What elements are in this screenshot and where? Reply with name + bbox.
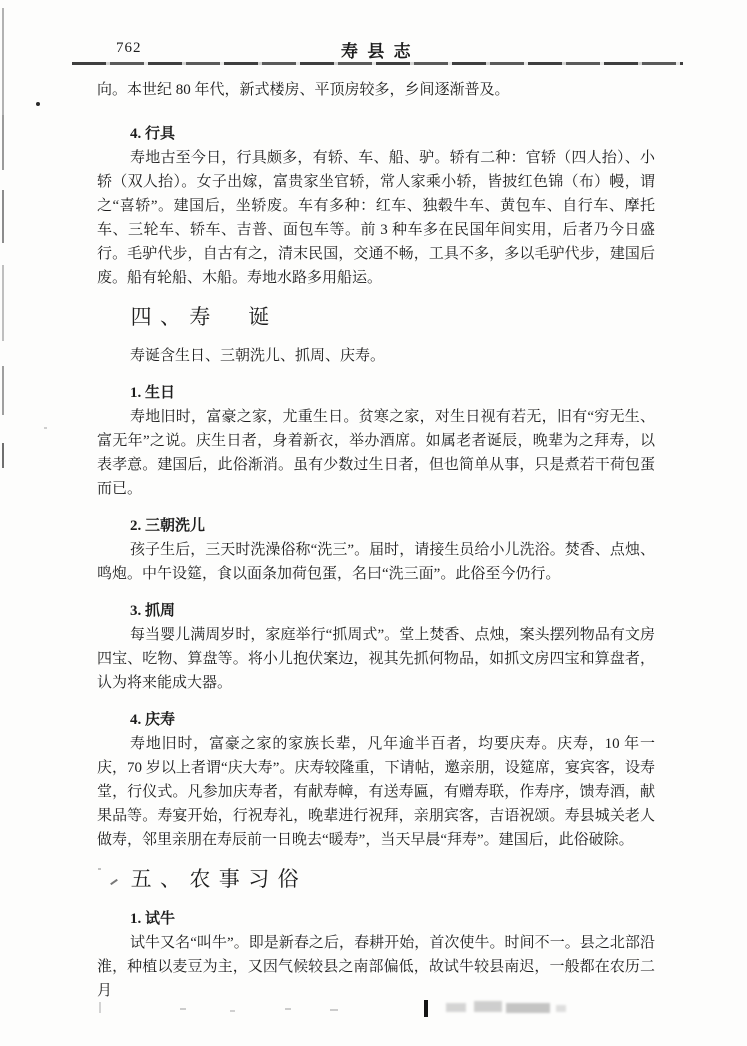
page-edge-artifact <box>2 8 4 120</box>
ink-speck <box>285 1008 291 1010</box>
ink-speck <box>180 1008 186 1010</box>
paragraph: 寿诞含生日、三朝洗儿、抓周、庆寿。 <box>130 348 386 364</box>
ink-speck <box>330 1009 338 1011</box>
scan-smudge <box>506 1003 550 1013</box>
sub-heading: 1. 生日 <box>130 385 176 401</box>
ink-speck <box>44 427 47 429</box>
book-title: 寿县志 <box>340 42 421 61</box>
paragraph: 孩子生后，三天时洗澡俗称“洗三”。届时，请接生员给小儿洗浴。焚香、点烛、鸣炮。中午设筵，食以面条加荷包蛋，名曰“洗三面”。此俗至今仍行。 <box>97 542 655 582</box>
sub-heading: 2. 三朝洗儿 <box>130 518 206 534</box>
section-heading: 四、寿 诞 <box>130 305 278 329</box>
paragraph: 向。本世纪 80 年代，新式楼房、平顶房较多，乡间逐渐普及。 <box>97 82 510 98</box>
section-heading: 五、农事习俗 <box>130 867 307 891</box>
page-edge-artifact <box>2 115 4 170</box>
page-edge-artifact <box>2 443 4 468</box>
scan-smudge <box>99 1002 101 1013</box>
paragraph: 试牛又名“叫牛”。即是新春之后，春耕开始，首次使牛。时间不一。县之北部沿淮，种植以麦豆为主，又因气候较县之南部偏低，故试牛较县南迟，一般都在农历二月 <box>97 935 655 999</box>
header-rule <box>72 62 683 65</box>
paragraph: 寿地旧时，富豪之家的家族长辈，凡年逾半百者，均要庆寿。庆寿，10 年一庆，70 岁以上者谓“庆大寿”。庆寿较隆重，下请帖，邀亲朋，设筵席，宴宾客，设寿堂，行仪式。凡参加庆寿者，有献寿幛，有送寿匾，有赠寿联，作寿序，馈寿酒，献果品等。寿宴开始，行祝寿礼，晚辈进行祝拜，亲朋宾客，吉语祝颂。寿县城关老人做寿，邻里亲朋在寿辰前一日晚去“暖寿”，当天早晨“拜寿”。建国后，此俗破除。 <box>97 736 655 848</box>
paragraph: 寿地旧时，富豪之家，尤重生日。贫寒之家，对生日视有若无，旧有“穷无生、富无年”之说。庆生日者，身着新衣，举办酒席。如属老者诞辰，晚辈为之拜寿，以表孝意。建国后，此俗渐消。虽有少数过生日者，但也简单从事，只是煮若干荷包蛋而已。 <box>97 409 655 497</box>
sub-heading: 1. 试牛 <box>130 911 176 927</box>
sub-heading: 4. 行具 <box>130 126 176 142</box>
paragraph: 每当婴儿满周岁时，家庭举行“抓周式”。堂上焚香、点烛，案头摆列物品有文房四宝、吃物、算盘等。将小儿抱伏案边，视其先抓何物品，如抓文房四宝和算盘者，认为将来能成大器。 <box>97 627 655 691</box>
sub-heading: 3. 抓周 <box>130 603 176 619</box>
page-edge-artifact <box>2 190 4 243</box>
scan-smudge <box>556 1005 566 1012</box>
scan-smudge <box>446 1003 466 1012</box>
page-number: 762 <box>116 40 142 56</box>
paragraph: 寿地古至今日，行具颇多，有轿、车、船、驴。轿有二种：官轿（四人抬）、小轿（双人抬）。女子出嫁，富贵家坐官轿，常人家乘小轿，皆披红色锦（布）幔，谓之“喜轿”。建国后，坐轿废。车有多种：红车、独毂牛车、黄包车、自行车、摩托车、三轮车、轿车、吉普、面包车等。前 3 种车多在民国年间实用，后者乃今日盛行。毛驴代步，自古有之，清末民国，交通不畅，工具不多，多以毛驴代步，建国后废。船有轮船、木船。寿地水路多用船运。 <box>97 150 655 286</box>
page-edge-artifact <box>2 366 4 415</box>
sub-heading: 4. 庆寿 <box>130 712 176 728</box>
text-body <box>97 78 655 1003</box>
ink-speck <box>36 102 40 106</box>
page-edge-artifact <box>2 265 4 341</box>
ink-speck <box>230 1010 235 1012</box>
